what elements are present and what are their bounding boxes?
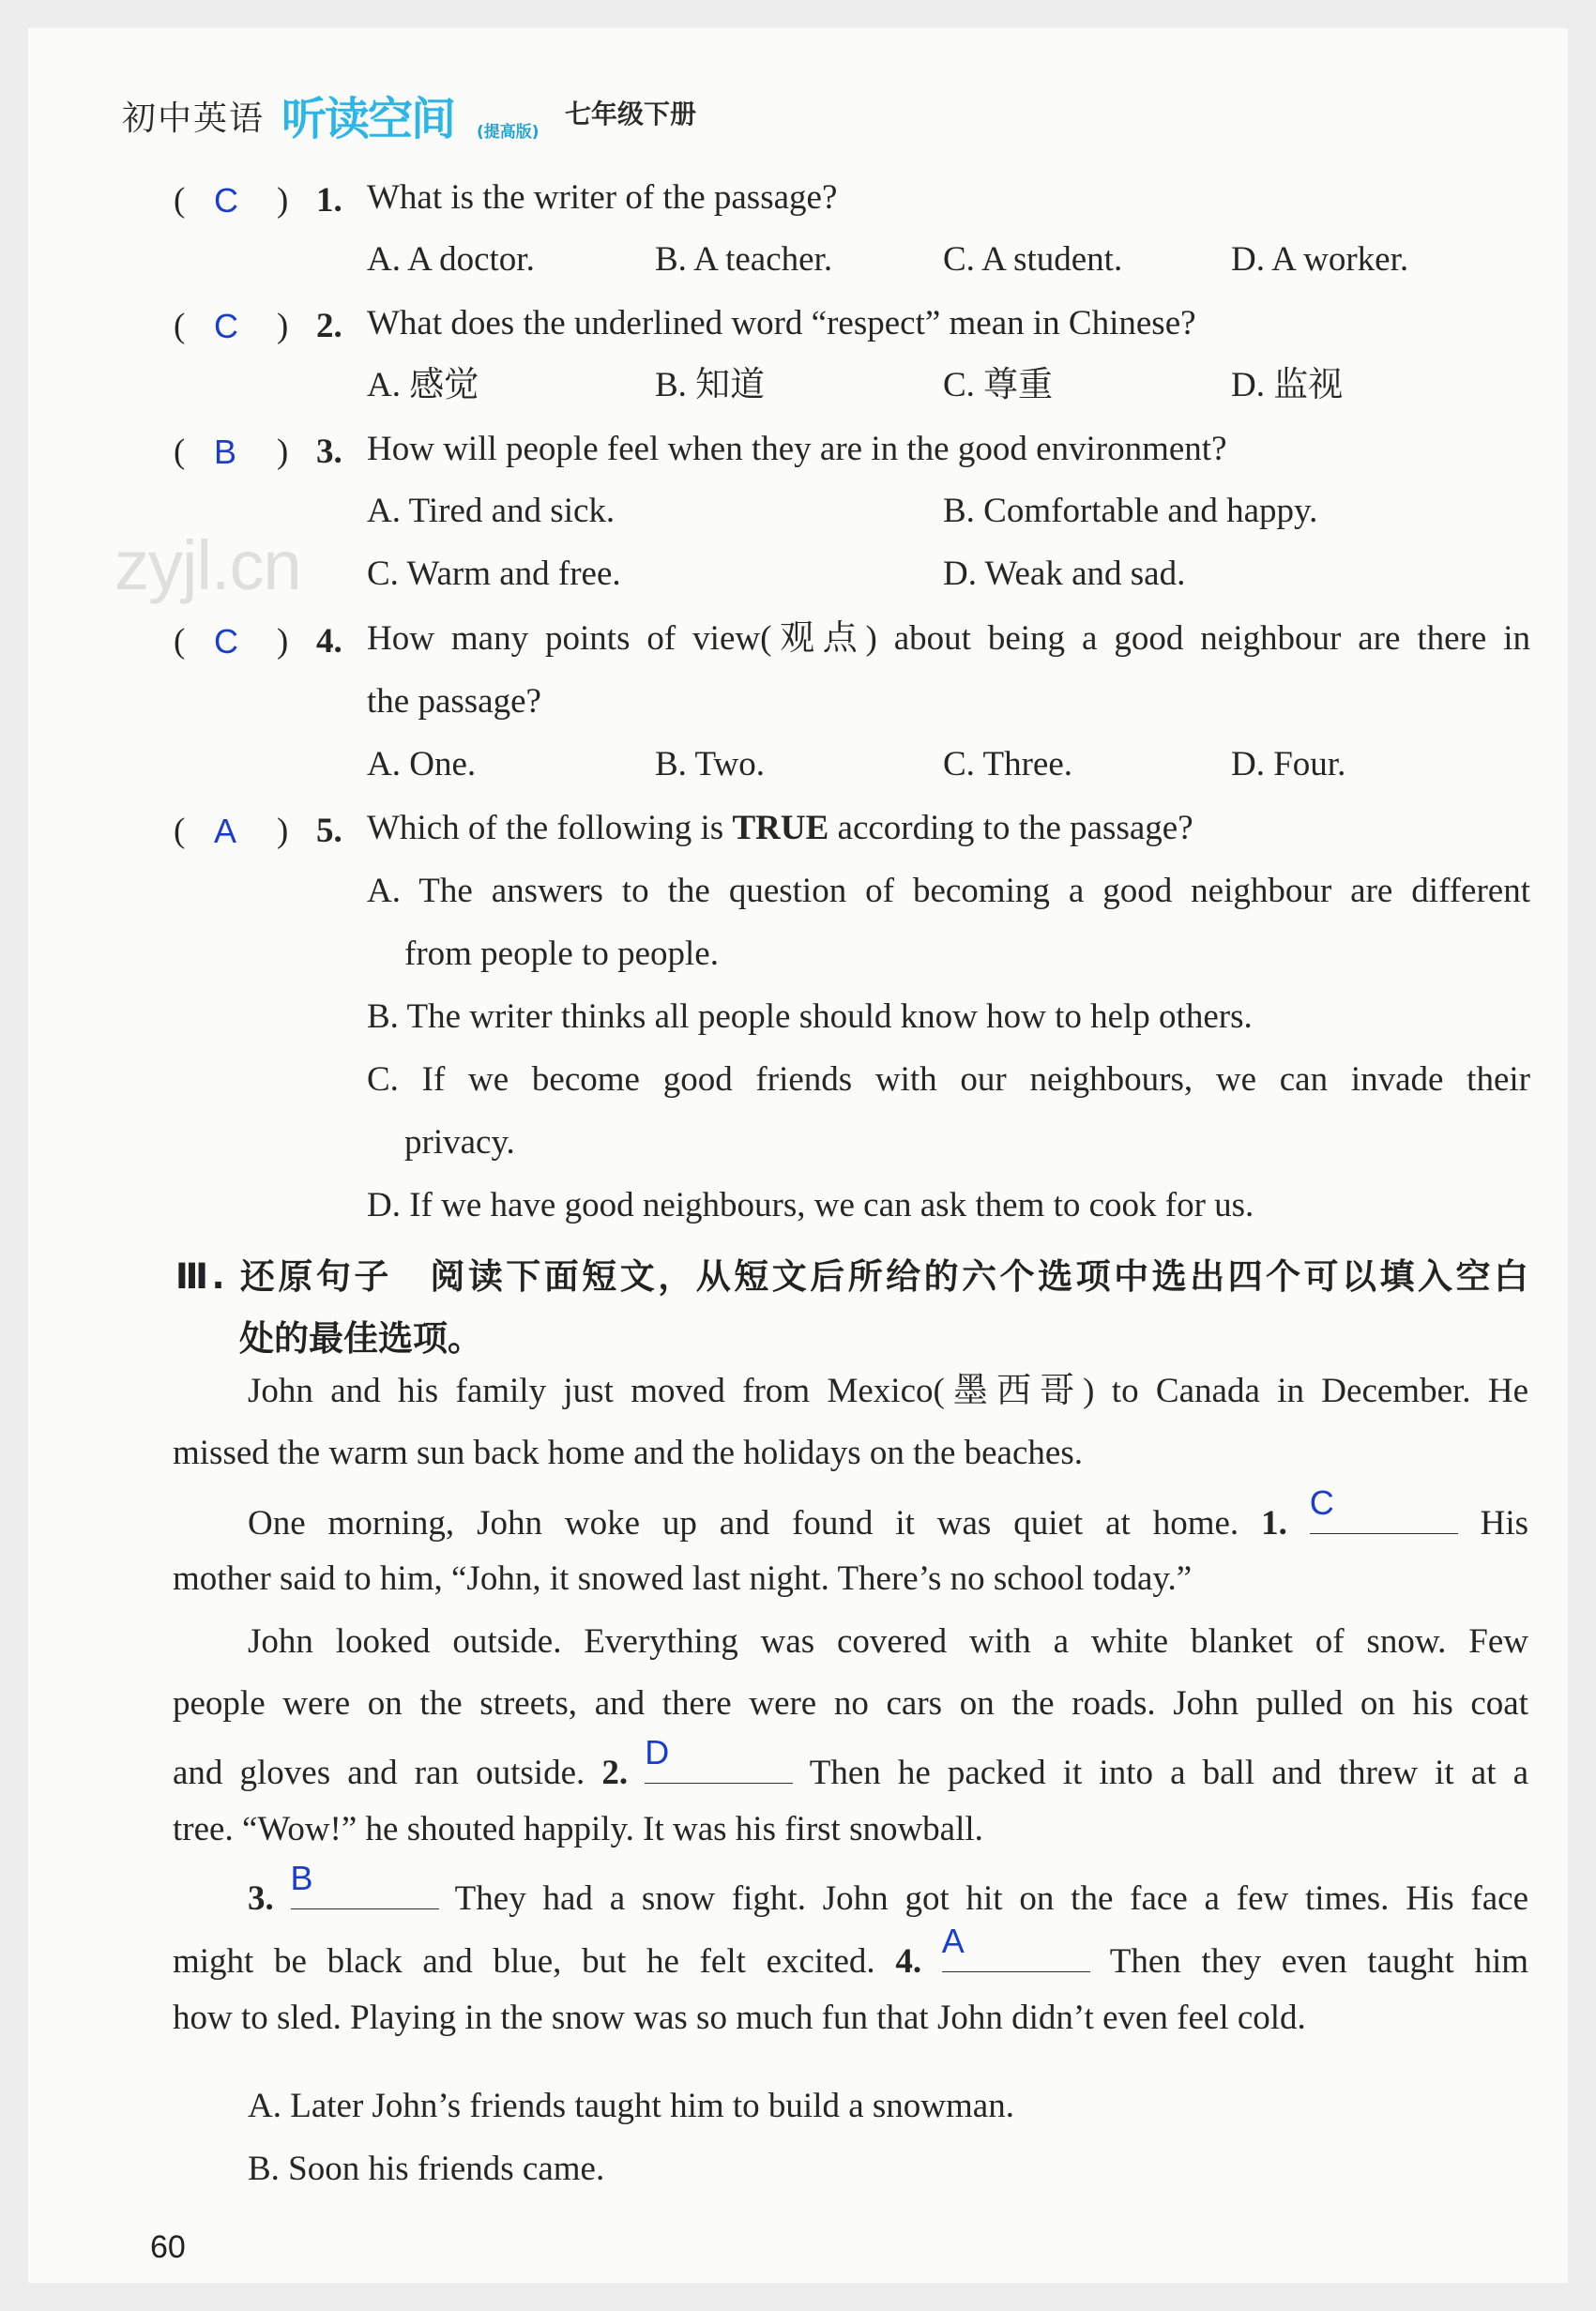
passage-p3-line4: tree. “Wow!” he shouted happily. It was his first snowball. bbox=[173, 1810, 983, 1848]
option-c: C. A student. bbox=[943, 240, 1123, 279]
passage-p2-line2: mother said to him, “John, it snowed last night. There’s no school today.” bbox=[173, 1559, 1193, 1598]
passage-p1-line2: missed the warm sun back home and the holidays on the beaches. bbox=[173, 1434, 1083, 1472]
passage-text: They had a snow fight. John got hit on the face a few times. His face bbox=[454, 1879, 1528, 1918]
blank-answer: A bbox=[941, 1922, 965, 1960]
passage-text: One morning, John woke up and found it was quiet at home. bbox=[248, 1504, 1239, 1543]
option-a: A. 感觉 bbox=[367, 366, 479, 404]
page-number: 60 bbox=[150, 2229, 186, 2265]
answer-mark: C bbox=[214, 622, 238, 661]
question-stem bbox=[367, 811, 1193, 845]
blank-number: 1. bbox=[1261, 1504, 1287, 1543]
section-3 bbox=[28, 1248, 1568, 2186]
answer-blank-4[interactable] bbox=[941, 1922, 1090, 1972]
passage-text: and gloves and ran outside. bbox=[173, 1754, 585, 1792]
passage-p1-line1: John and his family just moved from Mexico(墨西哥) to Canada in December. He bbox=[248, 1372, 1528, 1410]
passage-p4-line1 bbox=[248, 1859, 1528, 1918]
passage-text: might be black and blue, but he felt excited. bbox=[173, 1942, 875, 1981]
answer-bracket-close: ) bbox=[277, 812, 289, 850]
question-stem: How will people feel when they are in the good environment? bbox=[367, 430, 1227, 468]
answer-bracket-open: ( bbox=[174, 307, 186, 345]
blank-number: 3. bbox=[248, 1879, 274, 1918]
stem-post: according to the passage? bbox=[837, 809, 1193, 847]
question-number: 1. bbox=[316, 181, 342, 220]
answer-bracket-close: ) bbox=[277, 307, 289, 345]
section-title-line1: Ⅲ. 还原句子 阅读下面短文，从短文后所给的六个选项中选出四个可以填入空白 bbox=[175, 1256, 1528, 1297]
answer-mark: A bbox=[214, 812, 237, 850]
answer-bracket-open: ( bbox=[174, 622, 186, 661]
passage-p3-line2: people were on the streets, and there were no cars on the roads. John pulled on his coat bbox=[173, 1684, 1528, 1723]
option-c: C. Warm and free. bbox=[367, 555, 621, 593]
passage-p3-line1: John looked outside. Everything was covered with a white blanket of snow. Few bbox=[248, 1622, 1528, 1661]
question-3 bbox=[174, 432, 1534, 619]
question-stem: What is the writer of the passage? bbox=[367, 178, 838, 217]
option-a: A. A doctor. bbox=[367, 240, 535, 279]
header-brand: 初中英语 bbox=[122, 99, 266, 138]
blank-answer: C bbox=[1309, 1483, 1334, 1522]
passage-text: Then he packed it into a ball and threw it at a bbox=[809, 1754, 1529, 1792]
passage-p4-line2 bbox=[173, 1922, 1529, 1981]
question-number: 3. bbox=[316, 433, 342, 471]
page-header bbox=[122, 83, 873, 145]
answer-mark: C bbox=[214, 307, 238, 345]
blank-answer: B bbox=[290, 1859, 313, 1897]
option-a: A. Tired and sick. bbox=[367, 492, 616, 530]
blank-number: 2. bbox=[601, 1754, 629, 1792]
answer-bracket-open: ( bbox=[174, 181, 186, 220]
question-stem: What does the underlined word “respect” mean in Chinese? bbox=[367, 304, 1196, 342]
option-b: B. Two. bbox=[655, 745, 765, 783]
stem-pre: Which of the following is bbox=[367, 809, 724, 847]
section-title-line2: 处的最佳选项。 bbox=[239, 1318, 482, 1359]
question-number: 4. bbox=[316, 622, 342, 661]
answer-mark: C bbox=[214, 181, 238, 220]
passage-p3-line3 bbox=[173, 1733, 1529, 1792]
watermark: zyjl.cn bbox=[114, 526, 301, 604]
answer-bracket-close: ) bbox=[277, 622, 289, 661]
passage-p4-line3: how to sled. Playing in the snow was so much fun that John didn’t even feel cold. bbox=[173, 1999, 1306, 2037]
option-c: C. Three. bbox=[943, 745, 1073, 783]
passage-text: His bbox=[1480, 1504, 1529, 1543]
answer-blank-3[interactable] bbox=[290, 1859, 439, 1909]
answer-bracket-close: ) bbox=[277, 181, 289, 220]
question-number: 2. bbox=[316, 307, 342, 345]
question-stem-line2: the passage? bbox=[367, 682, 541, 721]
answer-blank-2[interactable] bbox=[645, 1733, 793, 1784]
answer-blank-1[interactable] bbox=[1309, 1483, 1458, 1534]
option-d: D. A worker. bbox=[1231, 240, 1409, 279]
workbook-page bbox=[28, 28, 1568, 2283]
header-edition-text: 提高版 bbox=[483, 123, 532, 142]
option-b: B. The writer thinks all people should know how to help others. bbox=[367, 997, 1253, 1036]
option-a: A. One. bbox=[367, 745, 477, 783]
option-d: D. Four. bbox=[1231, 745, 1346, 783]
header-series-logo: 听读空间 bbox=[281, 93, 455, 145]
question-5 bbox=[174, 811, 1534, 1233]
option-d: D. If we have good neighbours, we can ask them to cook for us. bbox=[367, 1186, 1254, 1224]
stem-emphasis: TRUE bbox=[732, 809, 829, 847]
blank-number: 4. bbox=[895, 1942, 922, 1981]
answer-bracket-open: ( bbox=[174, 812, 186, 850]
question-stem-line1: How many points of view(观点) about being a good neighbour are there in bbox=[367, 619, 1530, 658]
question-1 bbox=[174, 180, 1534, 302]
option-a-line1: A. The answers to the question of becoming a good neighbour are different bbox=[367, 872, 1530, 910]
passage-p2-line1 bbox=[248, 1483, 1529, 1543]
option-d: D. Weak and sad. bbox=[943, 555, 1186, 593]
option-b: B. 知道 bbox=[655, 366, 766, 404]
answer-bracket-close: ) bbox=[277, 433, 289, 471]
option-c-line2: privacy. bbox=[404, 1123, 515, 1162]
choice-b: B. Soon his friends came. bbox=[248, 2150, 605, 2188]
option-d: D. 监视 bbox=[1231, 366, 1344, 404]
passage-text: Then they even taught him bbox=[1109, 1942, 1529, 1981]
question-4 bbox=[174, 621, 1534, 809]
answer-bracket-open: ( bbox=[174, 433, 186, 471]
option-b: B. Comfortable and happy. bbox=[943, 492, 1318, 530]
question-number: 5. bbox=[316, 812, 342, 850]
option-a-line2: from people to people. bbox=[404, 935, 719, 973]
header-edition: (提高版) bbox=[477, 123, 540, 142]
answer-mark: B bbox=[214, 433, 237, 471]
option-c: C. 尊重 bbox=[943, 366, 1054, 404]
question-2 bbox=[174, 306, 1534, 428]
option-b: B. A teacher. bbox=[655, 240, 833, 279]
option-c-line1: C. If we become good friends with our neighbours, we can invade their bbox=[367, 1060, 1530, 1099]
header-grade: 七年级下册 bbox=[565, 99, 697, 129]
choice-a: A. Later John’s friends taught him to build a snowman. bbox=[248, 2087, 1014, 2125]
blank-answer: D bbox=[645, 1733, 670, 1771]
